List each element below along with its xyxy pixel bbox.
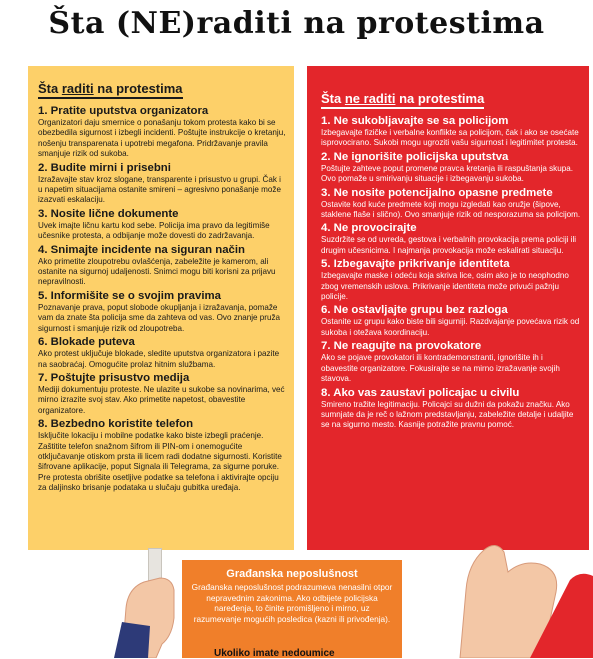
dont-item: [321, 304, 581, 338]
left-hand-illustration: [92, 548, 184, 658]
do-item: [38, 105, 286, 160]
dont-item: [321, 187, 581, 221]
dont-item-text: Ostanite uz grupu kako biste bili sigurniji. Razdvajanje povećava rizik od sukoba i otežava koordinaciju.: [321, 317, 580, 337]
civil-disobedience-text: Građanska neposlušnost podrazumeva nenasilni otpor nepravednim zakonima. Ako odbijete policijska naređenja, to činite promišljeno i mirno, uz razumevanje mogućih posledica (kazni ili privođenja).: [191, 582, 393, 624]
do-item: [38, 244, 286, 288]
do-item-title: 6. Blokade puteva: [38, 336, 135, 349]
page-title: Šta (NE)raditi na protestima: [48, 6, 545, 41]
dont-panel: [307, 66, 589, 550]
dont-item-title: 1. Ne sukobljavajte se sa policijom: [321, 115, 509, 127]
dont-item: [321, 340, 581, 384]
do-item-title: 7. Poštujte prisustvo medija: [38, 371, 190, 384]
dont-item: [321, 258, 581, 302]
do-panel: [28, 66, 294, 550]
bottom-text: Ukoliko imate nedoumice: [214, 648, 335, 659]
dont-panel-heading: Šta ne raditi na protestima: [321, 91, 484, 109]
dont-item-title: 8. Ako vas zaustavi policajac u civilu: [321, 386, 520, 399]
do-panel-heading: Šta raditi na protestima: [38, 81, 183, 99]
dont-list: [321, 115, 581, 431]
dont-item-text: Ako se pojave provokatori ili kontrademonstranti, ignorišite ih i obavestite organizatore. Fokusirajte se na mirno izražavanje svojih stavova.: [321, 353, 560, 384]
dont-item-title: 2. Ne ignorišite policijska uputstva: [321, 150, 509, 163]
do-item-title: 3. Nosite lične dokumente: [38, 207, 179, 220]
do-item: [38, 208, 286, 242]
do-item-title: 4. Snimajte incidente na siguran način: [38, 243, 245, 256]
do-item-text: Uvek imajte ličnu kartu kod sebe. Policija ima pravo da legitimiše učesnike protesta, a odbijanje može dovesti do zadržavanja.: [38, 220, 270, 241]
do-item-text: Organizatori daju smernice o ponašanju tokom protesta kako bi se obezbedila sigurnost i izbegli incidenti. Poštujte instrukcije o kretanju, nošenju transparenata i upotrebi megafona. Pridržavanje pravila smanjuje rizik od sukoba.: [38, 118, 286, 159]
dont-item: [321, 115, 581, 149]
do-item: [38, 162, 286, 206]
do-item-title: 1. Pratite uputstva organizatora: [38, 105, 209, 117]
dont-item-title: 6. Ne ostavljajte grupu bez razloga: [321, 304, 508, 317]
do-item-text: Izražavajte stav kroz slogane, transparente i prisustvo u grupi. Čak i u napetim situacijama ostanite smireni – agresivno ponašanje može izazvati eskalaciju.: [38, 174, 281, 205]
dont-item-text: Smireno tražite legitimaciju. Policajci su dužni da pokažu značku. Ako sumnjate da je reč o lažnom predstavljanju, zabeležite detalje i udaljite se na sigurno mesto. Kasnije potražite pravnu pomoć.: [321, 399, 574, 430]
dont-item-text: Ostavite kod kuće predmete koji mogu izgledati kao oružje (šipove, staklene flaše i slično). Ovo smanjuje rizik od nesporazuma sa policijom.: [321, 199, 581, 220]
do-item-title: 2. Budite mirni i prisebni: [38, 161, 171, 174]
dont-item-title: 5. Izbegavajte prikrivanje identiteta: [321, 258, 510, 271]
dont-item-title: 4. Ne provocirajte: [321, 222, 417, 235]
do-item-text: Ako primetite zloupotrebu ovlašćenja, zabeležite je kamerom, ali ostanite na sigurnoj udaljenosti. Snimci mogu biti korisni za prijavu nepravilnosti.: [38, 256, 276, 287]
do-item: [38, 336, 286, 370]
dont-item: [321, 151, 581, 185]
dont-item: [321, 222, 581, 256]
civil-disobedience-heading: Građanska neposlušnost: [226, 568, 358, 580]
do-item-text: Mediji dokumentuju proteste. Ne ulazite u sukobe sa novinarima, već mirno izrazite svoj stav. Ako primetite napetost, obavestite organizatore.: [38, 384, 285, 415]
dont-item-text: Suzdržite se od uvreda, gestova i verbalnih provokacija prema policiji ili drugim učesnicima. I najmanja provokacija može eskalirati situaciju.: [321, 235, 577, 255]
dont-item-title: 7. Ne reagujte na provokatore: [321, 340, 482, 353]
dont-item-title: 3. Ne nosite potencijalno opasne predmete: [321, 186, 553, 199]
dont-item-text: Izbegavajte fizičke i verbalne konflikte sa policijom, čak i ako se osećate isprovocirano. Sukobi mogu ugroziti vašu sigurnost i legitimitet protesta.: [321, 128, 579, 148]
do-item-text: Poznavanje prava, poput slobode okupljanja i izražavanja, pomaže vam da znate šta policija sme da zahteva od vas. Ovo znanje pruža sigurnost i smanjuje rizik od zloupotreba.: [38, 302, 281, 333]
do-item: [38, 418, 286, 493]
dont-item: [321, 387, 581, 431]
civil-disobedience-box: [182, 560, 402, 658]
dont-item-text: Izbegavajte maske i odeću koja skriva lice, osim ako je to neophodno zbog vremenskih uslova. Prikrivanje identiteta može privući pažnju policije.: [321, 271, 569, 302]
dont-item-text: Poštujte zahteve poput promene pravca kretanja ili raspuštanja skupa. Ovo pomaže u smirivanju situacije i izbegavanju sukoba.: [321, 163, 573, 184]
right-hand-illustration: [400, 520, 593, 658]
do-list: [38, 105, 286, 494]
do-item-text: Ako protest uključuje blokade, sledite uputstva organizatora i pazite na saobraćaj. Omogućite prolaz hitnim službama.: [38, 349, 280, 369]
do-item: [38, 290, 286, 334]
do-item-text: Isključite lokaciju i mobilne podatke kako biste izbegli praćenje. Zaštitite telefon snažnom šifrom ili PIN-om i onemogućite otključavanje otiskom prsta ili licem radi dodatne sigurnosti. Koristite šifrovane aplikacije, poput Signala ili Telegrama, za sigurne poruke. Pre protesta obrišite osetljive podatke sa telefona i aktivirajte opciju za daljinsko brisanje podataka u slučaju gubitka uređaja.: [38, 431, 282, 493]
do-item: [38, 372, 286, 416]
do-item-title: 8. Bezbedno koristite telefon: [38, 418, 194, 431]
do-item-title: 5. Informišite se o svojim pravima: [38, 289, 221, 302]
